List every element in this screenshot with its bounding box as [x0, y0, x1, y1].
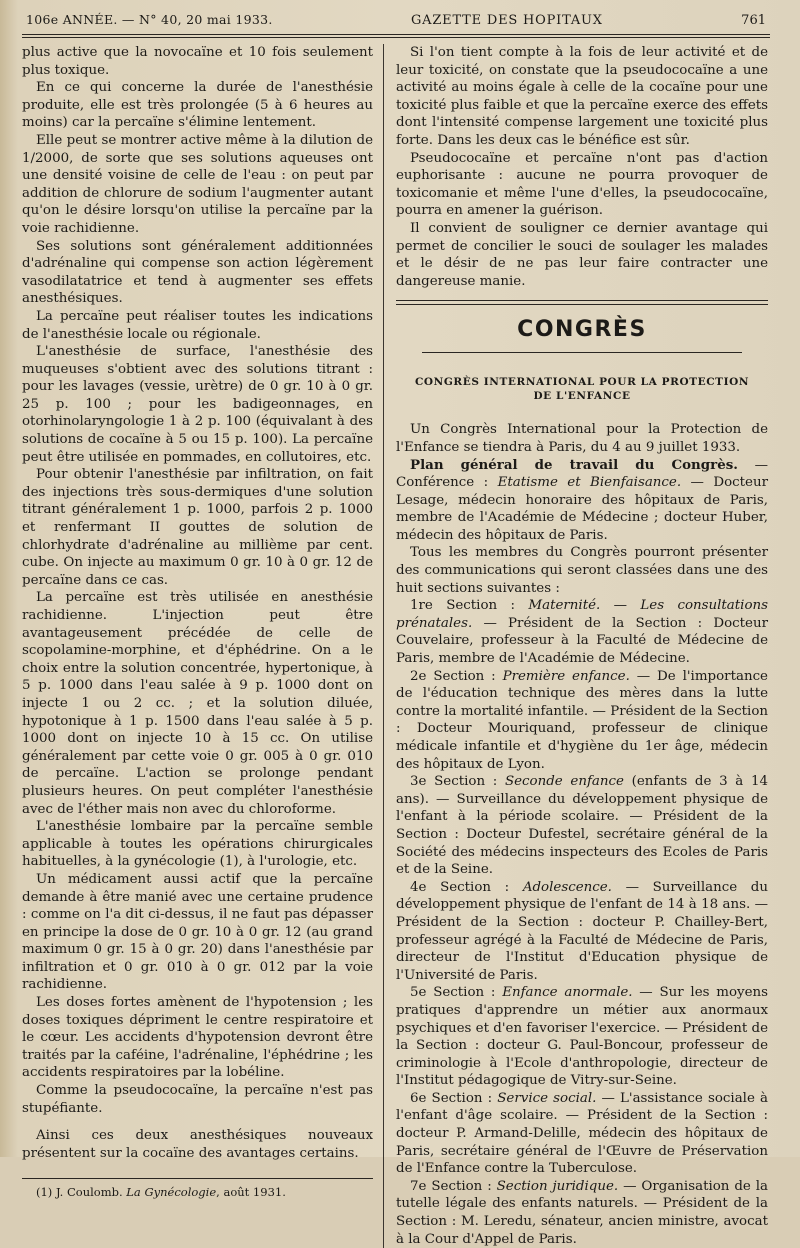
issue-info: 106e ANNÉE. — N° 40, 20 mai 1933.: [26, 12, 273, 27]
paragraph: Elle peut se montrer active même à la dilution de 1/2000, de sorte que ses solutions aqueuses ont une densité voisine de celle de l'eau : on peut par addition de chlorure de sodium l'augmenter autant qu'on le désire lorsqu'on utilise la percaïne par la voie rachidienne.: [22, 132, 373, 236]
paragraph: plus active que la novocaïne et 10 fois seulement plus toxique.: [22, 45, 373, 78]
section-name: Adolescence.: [522, 879, 612, 895]
footnote-date: , août 1931.: [216, 1185, 286, 1200]
paragraph: Les doses fortes amènent de l'hypotension ; les doses toxiques dépriment le centre respiratoire et le cœur. Les accidents d'hypotension devront être traités par la caféine, l'adrénaline, l'éphédrine ; les accidents respiratoires par la lobéline.: [22, 995, 373, 1081]
section-item: [396, 773, 768, 879]
paragraph: La percaïne peut réaliser toutes les indications de l'anesthésie locale ou régionale.: [22, 308, 373, 342]
left-column: [22, 44, 384, 1248]
section-title: CONGRÈS: [517, 317, 647, 343]
footnote-ref: (1) J. Coulomb.: [36, 1185, 123, 1200]
title-rule: [422, 352, 742, 353]
congress-plan: [396, 457, 768, 545]
section-item: [396, 879, 768, 985]
columns: [22, 44, 770, 1248]
section-text: — Surveillance du développement physique de l'enfant de 14 à 18 ans. — Président de la Section : docteur P. Chailley-Bert, professeur agrégé à la Faculté de Médecine de Paris, directeur de l'Institut d'Education physique de l'Université de Paris.: [396, 879, 768, 983]
plan-text-b: — Docteur Lesage, médecin honoraire des hôpitaux de Paris, membre de l'Académie de Médecine ; docteur Huber, médecin des hôpitaux de Paris.: [396, 475, 768, 543]
footnote-title: La Gynécologie: [126, 1185, 217, 1200]
footnote-rule: [22, 1178, 373, 1179]
section-num: 7e Section :: [410, 1178, 497, 1194]
section-item: [396, 1178, 768, 1248]
paragraph: Il convient de souligner ce dernier avantage qui permet de concilier le souci de soulager les malades et le désir de ne pas leur faire contracter une dangereuse manie.: [396, 220, 768, 289]
paragraph: Ses solutions sont généralement additionnées d'adrénaline qui compense son action légèrement vasodilatatrice et tend à augmenter ses effets anesthésiques.: [22, 238, 373, 307]
section-name: Service social.: [497, 1090, 597, 1106]
plan-italic: Etatisme et Bienfaisance.: [497, 475, 682, 491]
section-text: — De l'importance de l'éducation technique des mères dans la lutte contre la mortalité infantile. — Président de la Section : Docteur Mouriquand, professeur de clinique médicale infantile et d'hygiène du 1er âge, médecin des hôpitaux de Lyon.: [396, 668, 768, 772]
section-text: — Organisation de la tutelle légale des enfants naturels. — Président de la Section : M. Leredu, sénateur, ancien ministre, avocat à la Cour d'Appel de Paris.: [396, 1178, 768, 1247]
paragraph: La percaïne est très utilisée en anesthésie rachidienne. L'injection peut être avantageusement précédée de celle de scopolamine-morphine, et d'éphédrine. On a le choix entre la solution concentrée, hypertonique, à 5 p. 1000 dans l'eau salée à 9 p. 1000 dont on injecte 1 ou 2 cc. ; et la solution diluée, hypotonique à 1 p. 1500 dans l'eau salée à 5 p. 1000 dont on injecte 10 à 15 cc. On utilise généralement par cette voie 0 gr. 005 à 0 gr. 010 de percaïne. L'action se prolonge pendant plusieurs heures. On peut compléter l'anesthésie avec de l'éther mais non avec du chloroforme.: [22, 590, 373, 817]
section-num: 3e Section :: [410, 774, 505, 790]
plan-text-a: — Conférence :: [396, 457, 768, 491]
section-name: Maternité. — Les consultations prénatales.: [396, 598, 768, 631]
plan-label: Plan général de travail du Congrès.: [410, 456, 738, 473]
paragraph: En ce qui concerne la durée de l'anesthésie produite, elle est très prolongée (5 à 6 heures au moins) car la percaïne s'élimine lentement.: [22, 80, 373, 131]
paragraph: Ainsi ces deux anesthésiques nouveaux présentent sur la cocaïne des avantages certains.: [22, 1128, 373, 1161]
paragraph: L'anesthésie de surface, l'anesthésie des muqueuses s'obtient avec des solutions titrant : pour les lavages (vessie, urètre) de 0 gr. 10 à 0 gr. 25 p. 100 ; pour les badigeonnages, en otorhinolaryngologie 1 à 2 p. 100 (équivalant à des solutions de cocaïne à 5 ou 15 p. 100). La percaïne peut être utilisée en pommades, en collutoires, etc.: [22, 344, 373, 465]
section-text: (enfants de 3 à 14 ans). — Surveillance du développement physique de l'enfant à la période scolaire. — Président de la Section : Docteur Dufestel, secrétaire général de la Société des médecins inspecteurs des Ecoles de Paris et de la Seine.: [396, 774, 768, 878]
congress-heading-line2: DE L'ENFANCE: [533, 390, 631, 403]
page-header: [22, 12, 770, 34]
right-column: [384, 44, 768, 1248]
congress-intro: Un Congrès International pour la Protection de l'Enfance se tiendra à Paris, du 4 au 9 juillet 1933.: [396, 422, 768, 455]
paragraph: Comme la pseudococaïne, la percaïne n'est pas stupéfiante.: [22, 1083, 373, 1116]
section-item: [396, 984, 768, 1090]
section-num: 2e Section :: [410, 668, 503, 684]
page-number: 761: [741, 13, 766, 28]
paragraph: Un médicament aussi actif que la percaïne demande à être manié avec une certaine prudence : comme on l'a dit ci-dessus, il ne faut pas dépasser en principe la dose de 0 gr. 10 à 0 gr. 12 (au grand maximum 0 gr. 15 à 0 gr. 20) dans l'anesthésie par infiltration et 0 gr. 010 à 0 gr. 012 par la voie rachidienne.: [22, 871, 373, 993]
section-num: 5e Section :: [410, 985, 503, 1001]
section-name: Enfance anormale.: [502, 985, 633, 1001]
congress-heading-line1: CONGRÈS INTERNATIONAL POUR LA PROTECTION: [414, 376, 750, 389]
paragraph: L'anesthésie lombaire par la percaïne semble applicable à toutes les opérations chirurgicales habituelles, à la gynécologie (1), à l'urologie, etc.: [22, 819, 373, 870]
section-item: [396, 1090, 768, 1178]
section-item: [396, 668, 768, 774]
congress-heading: [396, 375, 768, 403]
footnote: [22, 1185, 373, 1200]
section-name: Section juridique.: [496, 1178, 619, 1194]
section-item: [396, 597, 768, 667]
paragraph: Si l'on tient compte à la fois de leur activité et de leur toxicité, on constate que la pseudococaïne a une activité au moins égale à celle de la cocaïne pour une toxicité plus faible et que la percaïne exerce des effets dont l'intensité compense largement une toxicité plus forte. Dans les deux cas le bénéfice est sûr.: [396, 45, 768, 148]
journal-title: GAZETTE DES HOPITAUX: [410, 13, 603, 28]
paragraph: Pseudococaïne et percaïne n'ont pas d'action euphorisante : aucune ne pourra provoquer de toxicomanie et même l'une d'elles, la pseudococaïne, pourra en amener la guérison.: [396, 150, 768, 219]
section-num: 4e Section :: [410, 879, 523, 895]
section-rule: [396, 300, 768, 305]
section-text: — Président de la Section : Docteur Couvelaire, professeur à la Faculté de Médecine de Paris, membre de l'Académie de Médecine.: [396, 615, 768, 667]
section-name: Première enfance.: [502, 668, 630, 684]
section-text: — Sur les moyens pratiques d'apprendre un métier aux anormaux psychiques et d'en favoriser l'exercice. — Président de la Section : docteur G. Paul-Boncour, professeur de criminologie à l'Ecole d'anthropologie, directeur de l'Institut pédagogique de Vitry-sur-Seine.: [396, 985, 768, 1089]
section-num: 6e Section :: [410, 1090, 498, 1106]
section-num: 1re Section :: [410, 598, 529, 614]
section-name: Seconde enfance: [504, 774, 624, 790]
paragraph: Pour obtenir l'anesthésie par infiltration, on fait des injections très sous-dermiques d'une solution titrant généralement 1 p. 1000, parfois 2 p. 1000 et renfermant II gouttes de solution de chlorhydrate d'adrénaline au millième par cent. cube. On injecte au maximum 0 gr. 10 à 0 gr. 12 de percaïne dans ce cas.: [22, 467, 373, 588]
header-rule: [22, 34, 770, 38]
section-text: — L'assistance sociale à l'enfant d'âge scolaire. — Président de la Section : docteur P. Armand-Delille, médecin des hôpitaux de Paris, secrétaire général de l'Œuvre de Préservation de l'Enfance contre la Tuberculose.: [396, 1090, 768, 1177]
members-text: Tous les membres du Congrès pourront présenter des communications qui seront classées dans une des huit sections suivantes :: [396, 545, 768, 596]
